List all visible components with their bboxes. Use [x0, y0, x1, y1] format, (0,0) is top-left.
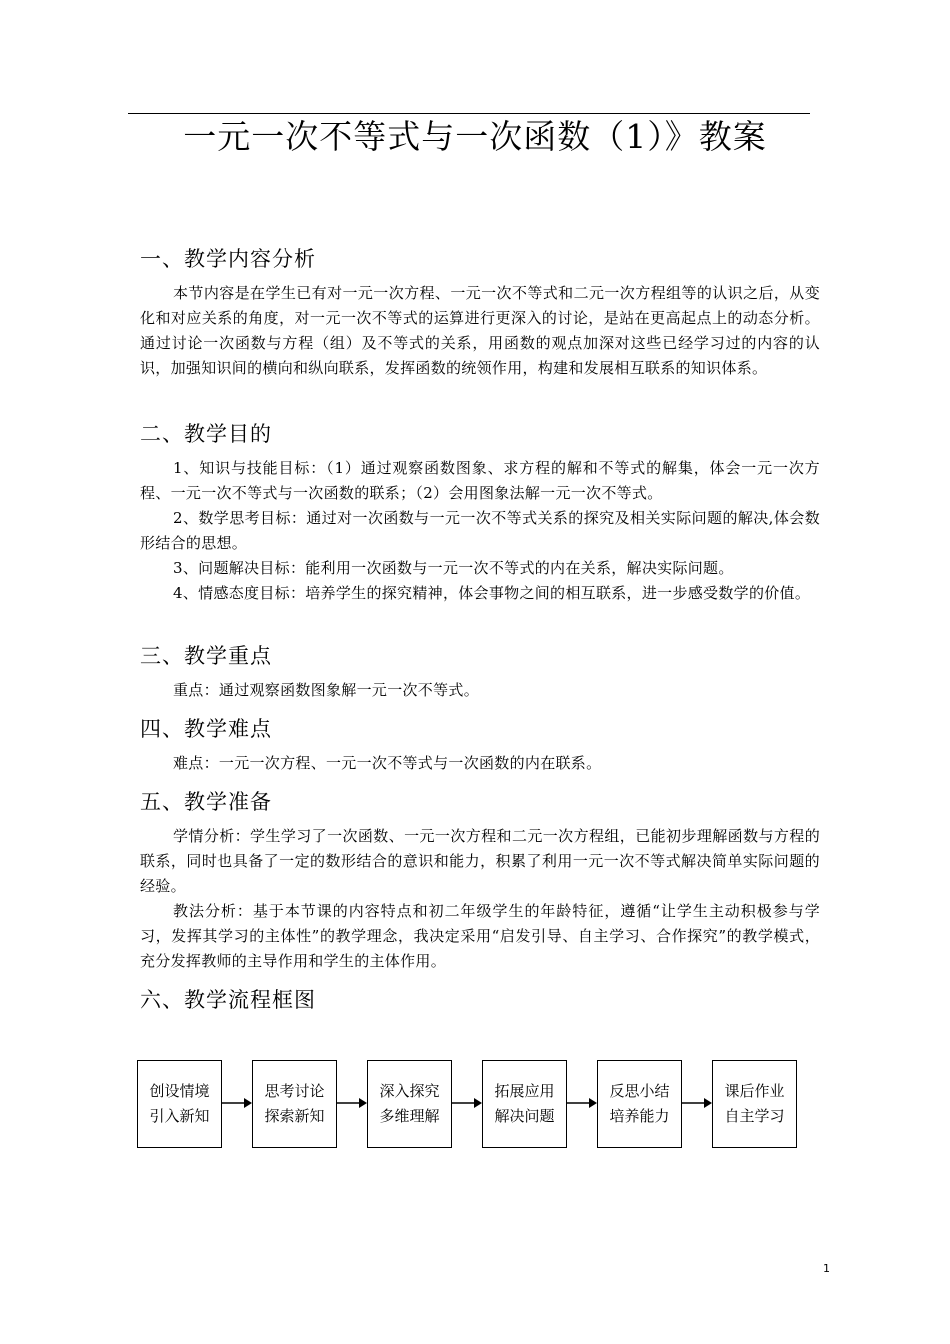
flow-step — [367, 1060, 452, 1148]
paragraph: 2、数学思考目标：通过对一次函数与一元一次不等式关系的探究及相关实际问题的解决,体会数形结合的思想。 — [140, 509, 820, 552]
paragraph: 1、知识与技能目标：（1）通过观察函数图象、求方程的解和不等式的解集，体会一元一次方程、一元一次不等式与一次函数的联系；（2）会用图象法解一元一次不等式。 — [140, 459, 820, 502]
section-heading: 六、教学流程框图 — [140, 988, 316, 1012]
paragraph: 教法分析：基于本节课的内容特点和初二年级学生的年龄特征，遵循“让学生主动积极参与学习，发挥其学习的主体性”的教学理念，我决定采用“启发引导、自主学习、合作探究”的教学模式，充分发挥教师的主导作用和学生的主体作用。 — [140, 902, 820, 970]
flow-step-line: 课后作业 — [724, 1082, 785, 1100]
section-flowchart — [140, 985, 820, 1015]
flow-step-line: 拓展应用 — [494, 1082, 555, 1100]
section-heading: 五、教学准备 — [140, 790, 272, 814]
arrow-right-icon — [452, 1096, 482, 1110]
paragraph: 难点：一元一次方程、一元一次不等式与一次函数的内在联系。 — [173, 754, 602, 772]
flow-step-line: 培养能力 — [609, 1107, 670, 1125]
flow-step — [597, 1060, 682, 1148]
paragraph: 重点：通过观察函数图象解一元一次不等式。 — [173, 681, 480, 699]
flow-step — [252, 1060, 337, 1148]
document-title: 一元一次不等式与一次函数（1）》教案 — [183, 117, 767, 156]
page-number: 1 — [823, 1262, 830, 1275]
flow-step — [137, 1060, 222, 1148]
paragraph: 4、情感态度目标：培养学生的探究精神，体会事物之间的相互联系，进一步感受数学的价值。 — [173, 584, 811, 602]
section-content-analysis — [140, 244, 820, 381]
flow-step-line: 反思小结 — [609, 1082, 670, 1100]
arrow-right-icon — [682, 1096, 712, 1110]
arrow-right-icon — [337, 1096, 367, 1110]
flow-step — [482, 1060, 567, 1148]
paragraph: 学情分析：学生学习了一次函数、一元一次方程和二元一次方程组，已能初步理解函数与方程的联系，同时也具备了一定的数形结合的意识和能力，积累了利用一元一次不等式解决简单实际问题的经验。 — [140, 827, 820, 895]
section-difficulties — [140, 714, 820, 776]
flow-step-line: 创设情境 — [149, 1082, 210, 1100]
paragraph: 本节内容是在学生已有对一元一次方程、一元一次不等式和二元一次方程组等的认识之后，从变化和对应关系的角度，对一元一次不等式的运算进行更深入的讨论，是站在更高起点上的动态分析。通过讨论一次函数与方程（组）及不等式的关系，用函数的观点加深对这些已经学习过的内容的认识，加强知识间的横向和纵向联系，发挥函数的统领作用，构建和发展相互联系的知识体系。 — [140, 284, 820, 377]
arrow-right-icon — [567, 1096, 597, 1110]
section-preparation — [140, 787, 820, 974]
section-heading: 一、教学内容分析 — [140, 247, 316, 271]
flow-step-line: 引入新知 — [149, 1107, 210, 1125]
flow-step-line: 自主学习 — [724, 1107, 785, 1125]
flow-step — [712, 1060, 797, 1148]
flow-step-line: 解决问题 — [494, 1107, 555, 1125]
teaching-flowchart — [137, 1060, 801, 1151]
section-heading: 四、教学难点 — [140, 717, 272, 741]
paragraph: 3、问题解决目标：能利用一次函数与一元一次不等式的内在关系，解决实际问题。 — [173, 559, 734, 577]
arrow-right-icon — [222, 1096, 252, 1110]
section-teaching-goals — [140, 419, 820, 606]
section-heading: 三、教学重点 — [140, 644, 272, 668]
flow-step-line: 深入探究 — [379, 1082, 440, 1100]
section-heading: 二、教学目的 — [140, 422, 272, 446]
section-key-points — [140, 641, 820, 703]
flow-step-line: 探索新知 — [264, 1107, 325, 1125]
flow-step-line: 多维理解 — [379, 1107, 440, 1125]
flow-step-line: 思考讨论 — [264, 1082, 325, 1100]
